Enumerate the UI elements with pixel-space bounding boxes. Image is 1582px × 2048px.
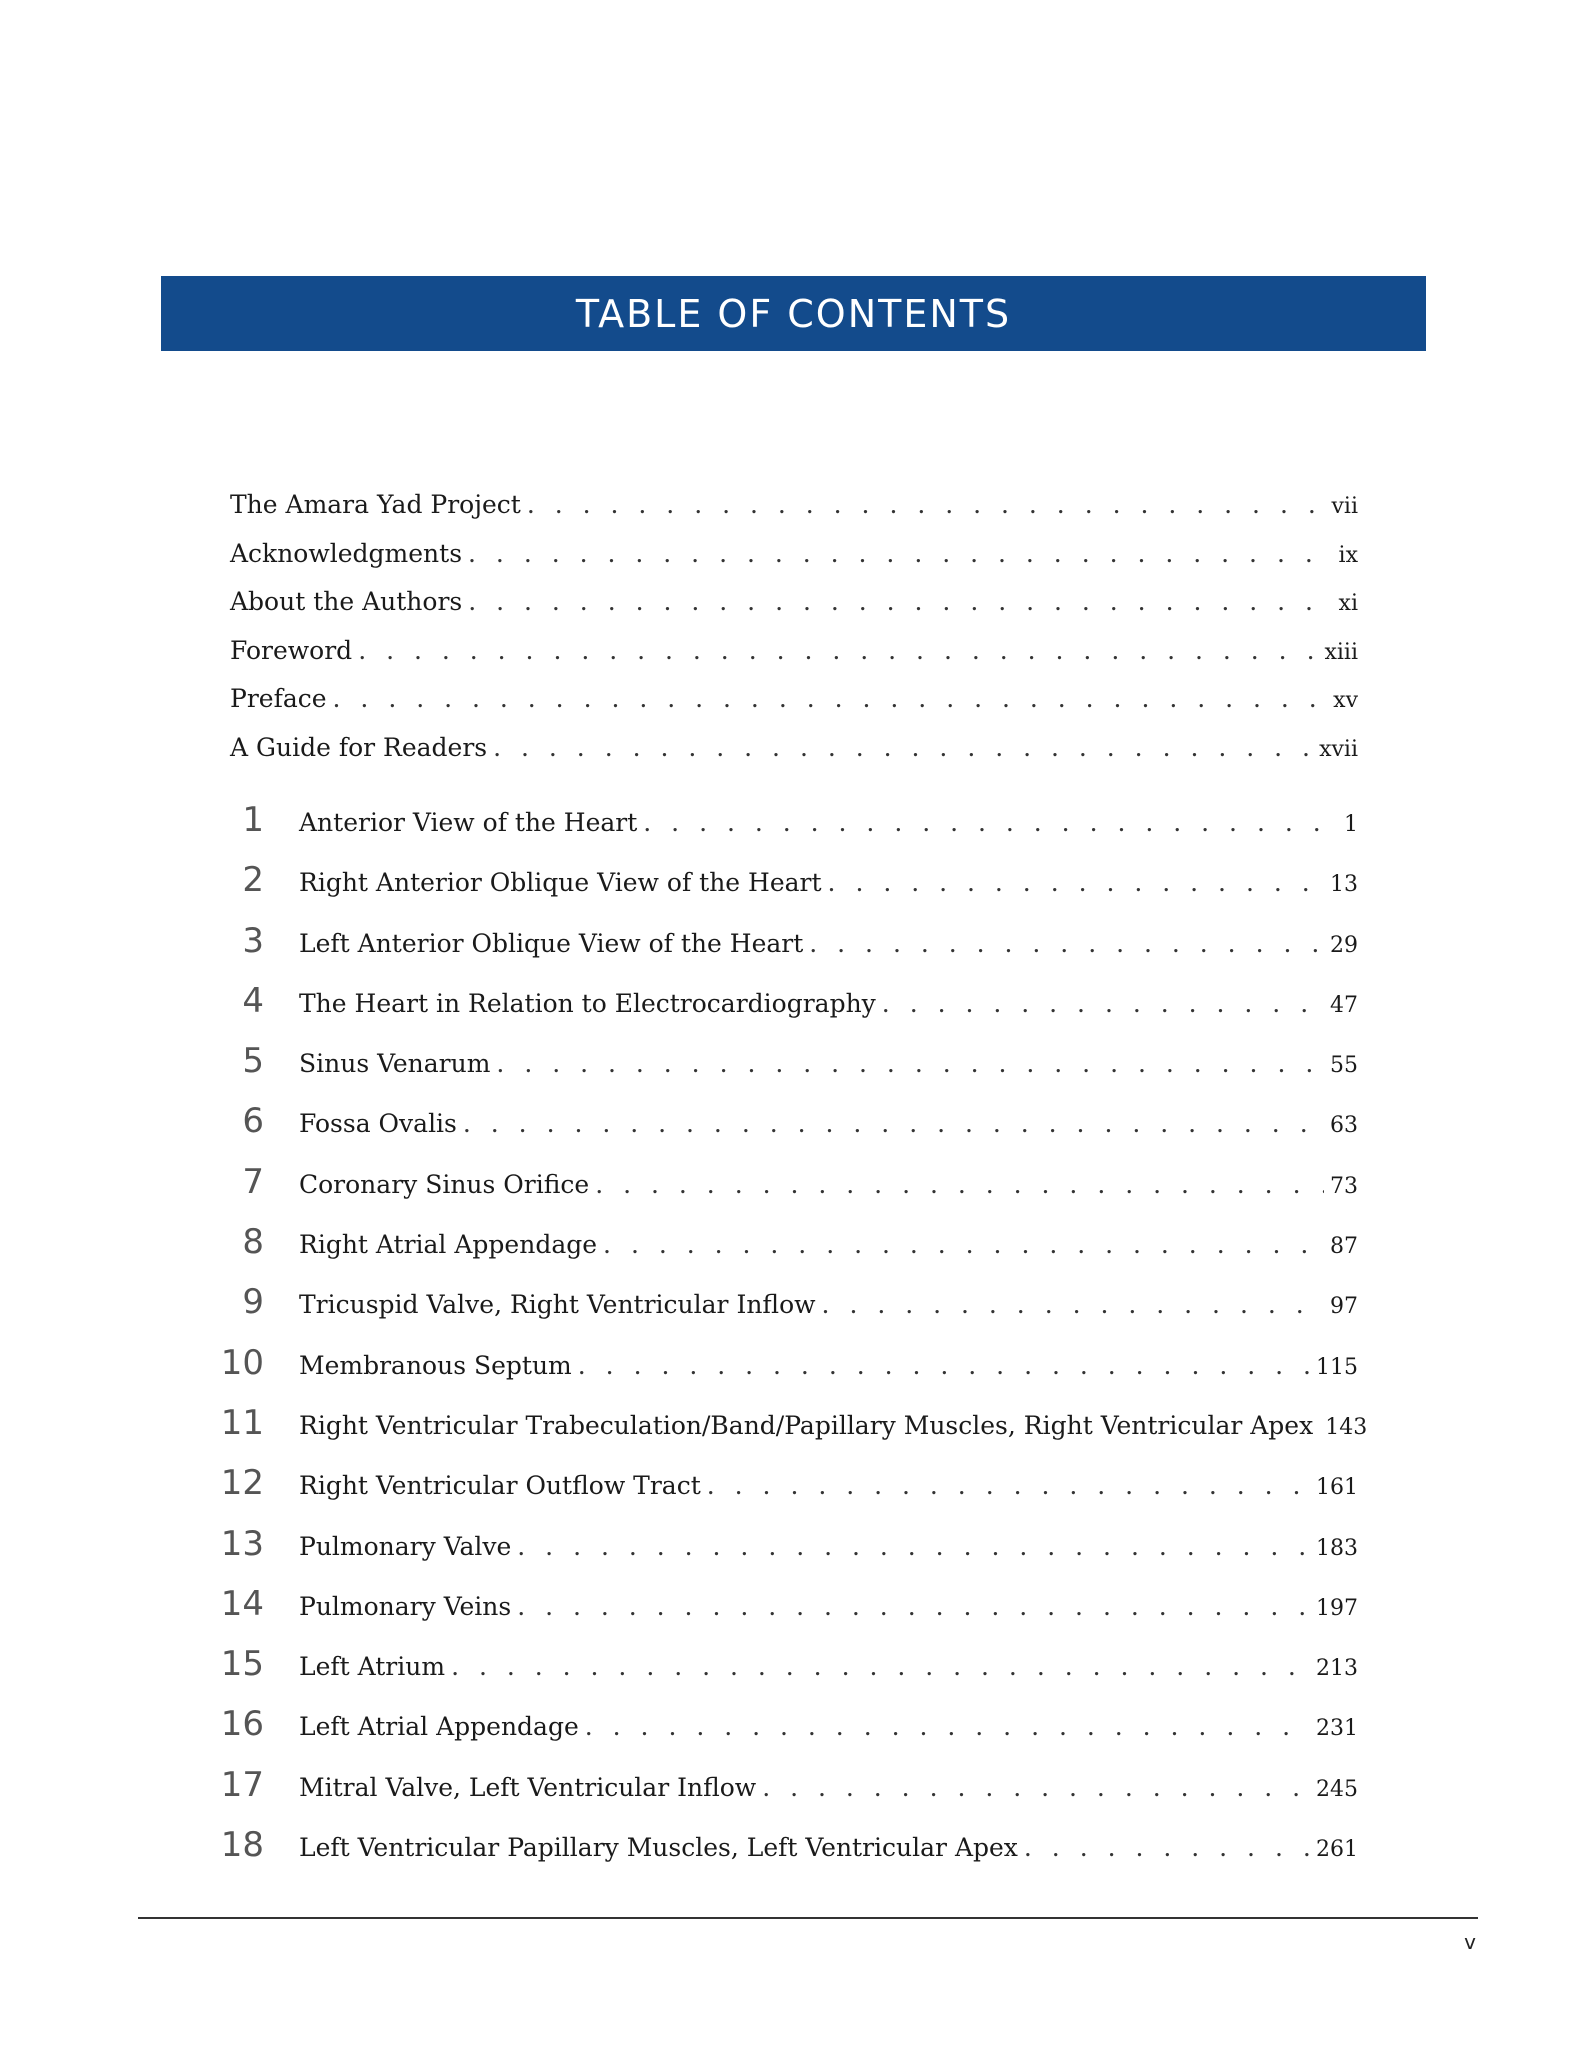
chapter-title: Right Anterior Oblique View of the Heart xyxy=(299,868,822,898)
chapter-number: 8 xyxy=(242,1222,264,1263)
chapter-entry[interactable] xyxy=(200,1343,1358,1403)
entry-page: ix xyxy=(1338,542,1358,568)
chapter-number: 3 xyxy=(242,920,264,961)
chapter-page: 29 xyxy=(1330,932,1358,958)
chapter-page: 143 xyxy=(1325,1414,1368,1440)
chapter-title: Sinus Venarum xyxy=(299,1049,491,1079)
toc-header-bar xyxy=(161,276,1426,351)
chapter-number: 10 xyxy=(220,1342,264,1383)
entry-page: xvii xyxy=(1319,736,1358,762)
front-matter-entry[interactable] xyxy=(230,539,1358,588)
chapter-title: Tricuspid Valve, Right Ventricular Inflow xyxy=(299,1290,816,1320)
chapter-title: Anterior View of the Heart xyxy=(299,808,638,837)
entry-page: xv xyxy=(1333,688,1358,714)
chapter-number: 6 xyxy=(242,1101,264,1142)
front-matter-entry[interactable] xyxy=(230,587,1358,636)
dot-leader xyxy=(517,1592,1310,1621)
footer-page-number: v xyxy=(1464,1930,1476,1954)
entry-title: A Guide for Readers xyxy=(230,732,488,762)
chapter-number: 11 xyxy=(220,1402,264,1443)
footer-rule xyxy=(138,1917,1478,1919)
chapter-list xyxy=(200,800,1368,1885)
dot-leader xyxy=(493,733,1313,762)
dot-leader xyxy=(358,636,1318,665)
dot-leader xyxy=(527,490,1326,519)
chapter-number: 12 xyxy=(220,1463,264,1504)
chapter-entry[interactable] xyxy=(200,1041,1358,1101)
chapter-title: Right Ventricular Outflow Tract xyxy=(299,1471,701,1501)
chapter-page: 63 xyxy=(1330,1113,1358,1139)
chapter-entry[interactable] xyxy=(200,1704,1358,1764)
front-matter-entry[interactable] xyxy=(230,636,1358,685)
chapter-page: 261 xyxy=(1316,1837,1358,1863)
chapter-number: 17 xyxy=(220,1764,264,1805)
chapter-number: 16 xyxy=(220,1704,264,1745)
chapter-entry[interactable] xyxy=(200,800,1358,860)
chapter-number: 2 xyxy=(242,860,264,901)
front-matter-entry[interactable] xyxy=(230,490,1358,539)
dot-leader xyxy=(707,1471,1310,1500)
dot-leader xyxy=(1024,1833,1310,1862)
chapter-entry[interactable] xyxy=(200,1222,1358,1282)
dot-leader xyxy=(828,868,1324,897)
dot-leader xyxy=(822,1290,1324,1319)
chapter-entry[interactable] xyxy=(200,921,1358,981)
chapter-page: 47 xyxy=(1330,992,1358,1018)
dot-leader xyxy=(595,1170,1324,1199)
chapter-title: Left Ventricular Papillary Muscles, Left Ventricular Apex xyxy=(299,1833,1018,1863)
chapter-number: 7 xyxy=(242,1161,264,1202)
chapter-page: 13 xyxy=(1330,872,1358,898)
dot-leader xyxy=(585,1712,1310,1741)
chapter-entry[interactable] xyxy=(200,1463,1358,1523)
chapter-entry[interactable] xyxy=(200,981,1358,1041)
dot-leader xyxy=(468,587,1332,616)
chapter-title: Coronary Sinus Orifice xyxy=(299,1169,590,1199)
entry-title: Preface xyxy=(230,684,327,714)
chapter-page: 231 xyxy=(1316,1716,1358,1742)
chapter-entry[interactable] xyxy=(200,1162,1358,1222)
dot-leader xyxy=(333,684,1328,713)
chapter-title: Fossa Ovalis xyxy=(299,1109,457,1139)
toc-heading: TABLE OF CONTENTS xyxy=(575,291,1012,336)
chapter-entry[interactable] xyxy=(200,1825,1358,1885)
chapter-page: 97 xyxy=(1330,1294,1358,1320)
entry-title: Acknowledgments xyxy=(230,538,463,568)
dot-leader xyxy=(496,1049,1324,1078)
chapter-title: Pulmonary Veins xyxy=(299,1591,512,1621)
entry-title: The Amara Yad Project xyxy=(230,490,521,519)
dot-leader xyxy=(882,989,1324,1018)
dot-leader xyxy=(643,808,1338,837)
chapter-entry[interactable] xyxy=(200,1101,1358,1161)
chapter-title: Membranous Septum xyxy=(299,1350,572,1380)
chapter-title: Right Ventricular Trabeculation/Band/Papillary Muscles, Right Ventricular Apex xyxy=(299,1410,1314,1440)
entry-title: Foreword xyxy=(230,635,353,665)
front-matter-list xyxy=(230,490,1358,782)
chapter-number: 9 xyxy=(242,1282,264,1323)
chapter-entry[interactable] xyxy=(200,1644,1358,1704)
entry-page: xiii xyxy=(1324,639,1358,665)
dot-leader xyxy=(809,929,1324,958)
chapter-title: Mitral Valve, Left Ventricular Inflow xyxy=(299,1772,757,1802)
chapter-page: 183 xyxy=(1316,1535,1358,1561)
chapter-entry[interactable] xyxy=(200,1524,1358,1584)
chapter-page: 197 xyxy=(1316,1595,1358,1621)
chapter-title: Pulmonary Valve xyxy=(299,1531,512,1561)
chapter-number: 1 xyxy=(242,800,264,840)
chapter-entry[interactable] xyxy=(200,1402,1368,1463)
entry-page: vii xyxy=(1331,494,1358,519)
chapter-page: 87 xyxy=(1330,1234,1358,1260)
chapter-title: Left Anterior Oblique View of the Heart xyxy=(299,928,804,958)
front-matter-entry[interactable] xyxy=(230,733,1358,782)
dot-leader xyxy=(762,1773,1310,1802)
chapter-page: 161 xyxy=(1316,1475,1358,1501)
chapter-title: Right Atrial Appendage xyxy=(299,1230,598,1260)
entry-title: About the Authors xyxy=(230,587,463,617)
chapter-title: Left Atrium xyxy=(299,1652,446,1682)
front-matter-entry[interactable] xyxy=(230,684,1358,733)
chapter-page: 1 xyxy=(1344,812,1358,837)
chapter-page: 115 xyxy=(1316,1354,1358,1380)
chapter-number: 4 xyxy=(242,980,264,1021)
chapter-number: 15 xyxy=(220,1644,264,1685)
dot-leader xyxy=(451,1652,1310,1681)
chapter-number: 13 xyxy=(220,1523,264,1564)
chapter-number: 18 xyxy=(220,1825,264,1866)
chapter-title: Left Atrial Appendage xyxy=(299,1712,579,1742)
chapter-page: 213 xyxy=(1316,1656,1358,1682)
chapter-entry[interactable] xyxy=(200,1765,1358,1825)
dot-leader xyxy=(468,539,1333,568)
entry-page: xi xyxy=(1338,591,1358,617)
chapter-page: 55 xyxy=(1330,1053,1358,1079)
chapter-entry[interactable] xyxy=(200,860,1358,920)
dot-leader xyxy=(603,1230,1324,1259)
chapter-number: 14 xyxy=(220,1583,264,1624)
dot-leader xyxy=(517,1532,1310,1561)
chapter-number: 5 xyxy=(242,1041,264,1082)
chapter-page: 73 xyxy=(1330,1173,1358,1199)
chapter-page: 245 xyxy=(1316,1776,1358,1802)
dot-leader xyxy=(578,1351,1310,1380)
dot-leader xyxy=(463,1109,1324,1138)
chapter-title: The Heart in Relation to Electrocardiography xyxy=(299,988,876,1018)
chapter-entry[interactable] xyxy=(200,1584,1358,1644)
chapter-entry[interactable] xyxy=(200,1282,1358,1342)
